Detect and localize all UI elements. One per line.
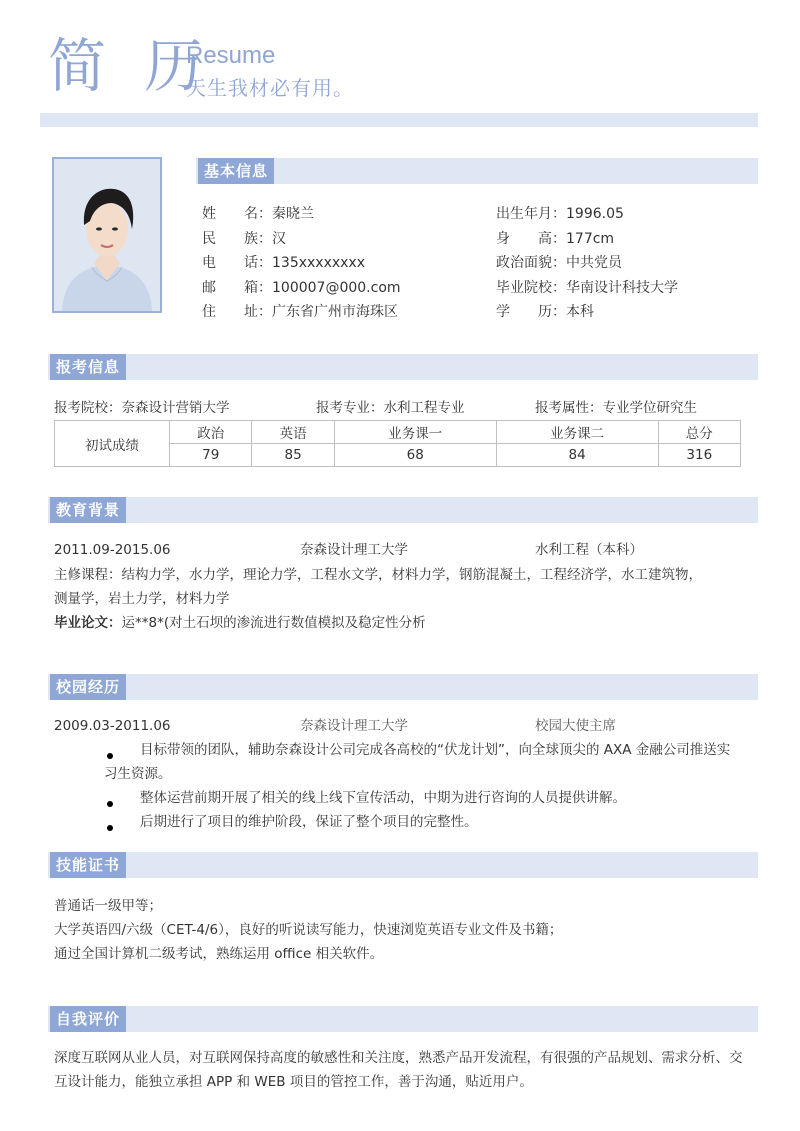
page-motto: 天生我材必有用。 bbox=[186, 76, 354, 100]
edu-courses-cont: 测量学，岩土力学，材料力学 bbox=[54, 591, 230, 607]
section-title-exam: 报考信息 bbox=[50, 354, 126, 380]
section-title-self: 自我评价 bbox=[50, 1006, 126, 1032]
campus-bullet-3: 后期进行了项目的维护阶段，保证了整个项目的完整性。 bbox=[140, 814, 478, 830]
info-height bbox=[496, 227, 678, 252]
table-cell: 79 bbox=[170, 444, 252, 467]
section-title-skills: 技能证书 bbox=[50, 852, 126, 878]
section-band-skills bbox=[48, 852, 758, 878]
info-label: 姓 名： bbox=[202, 206, 272, 222]
header-band bbox=[40, 113, 758, 127]
edu-major: 水利工程（本科） bbox=[535, 542, 643, 558]
info-ethnicity bbox=[202, 227, 401, 252]
table-cell: 316 bbox=[658, 444, 740, 467]
section-band-basic bbox=[196, 158, 758, 184]
bullet-dot-icon bbox=[107, 747, 113, 763]
info-value: 汉 bbox=[272, 230, 286, 247]
info-label: 学 历： bbox=[496, 304, 566, 320]
table-header-cell: 英语 bbox=[252, 421, 334, 444]
thesis-title: 运**8*(对土石坝的渗流进行数值模拟及稳定性分析 bbox=[121, 615, 426, 631]
info-politics bbox=[496, 251, 678, 276]
info-value: 本科 bbox=[566, 304, 594, 320]
info-name bbox=[202, 202, 401, 227]
campus-period: 2009.03-2011.06 bbox=[54, 718, 171, 734]
skill-line-2: 大学英语四/六级（CET-4/6），良好的听说读写能力，快速浏览英语专业文件及书籍； bbox=[54, 922, 563, 938]
edu-courses: 主修课程：结构力学，水力学，理论力学，工程水文学，材料力学，钢筋混凝土，工程经济学，水工建筑物， bbox=[54, 567, 702, 583]
info-degree bbox=[496, 300, 678, 325]
info-value: 135xxxxxxxx bbox=[272, 255, 366, 271]
table-row-label: 初试成绩 bbox=[55, 421, 170, 467]
info-phone bbox=[202, 251, 401, 276]
profile-photo bbox=[52, 157, 162, 313]
edu-thesis bbox=[54, 611, 426, 635]
exam-type: 报考属性：专业学位研究生 bbox=[535, 400, 697, 416]
section-title-campus: 校园经历 bbox=[50, 674, 126, 700]
campus-bullet-1-cont: 习生资源。 bbox=[104, 766, 172, 782]
table-header-cell: 业务课二 bbox=[496, 421, 658, 444]
bullet-dot-icon bbox=[107, 819, 113, 835]
info-label: 电 话： bbox=[202, 255, 272, 271]
campus-school: 奈森设计理工大学 bbox=[300, 718, 408, 734]
thesis-label: 毕业论文： bbox=[54, 615, 122, 631]
info-label: 民 族： bbox=[202, 230, 272, 247]
info-label: 住 址： bbox=[202, 304, 272, 320]
skill-line-3: 通过全国计算机二级考试，熟练运用 office 相关软件。 bbox=[54, 946, 384, 962]
info-label: 毕业院校： bbox=[496, 279, 566, 296]
table-cell: 84 bbox=[496, 444, 658, 467]
basic-info-left bbox=[202, 202, 401, 325]
section-band-education bbox=[48, 497, 758, 523]
section-band-campus bbox=[48, 674, 758, 700]
table-row bbox=[55, 421, 741, 444]
portrait-icon bbox=[54, 159, 160, 311]
info-address bbox=[202, 300, 401, 325]
table-cell: 68 bbox=[334, 444, 496, 467]
score-table bbox=[54, 420, 741, 467]
bullet-dot-icon bbox=[107, 795, 113, 811]
section-title-basic: 基本信息 bbox=[198, 158, 274, 184]
info-value: 100007@000.com bbox=[272, 279, 401, 296]
info-label: 政治面貌： bbox=[496, 255, 566, 271]
exam-school: 报考院校：奈森设计营销大学 bbox=[54, 400, 230, 416]
page-title-cn: 简 历 bbox=[48, 32, 213, 100]
table-header-cell: 业务课一 bbox=[334, 421, 496, 444]
section-band-exam bbox=[48, 354, 758, 380]
section-title-education: 教育背景 bbox=[50, 497, 126, 523]
info-label: 出生年月： bbox=[496, 206, 566, 222]
info-value: 广东省广州市海珠区 bbox=[272, 304, 398, 320]
table-cell: 85 bbox=[252, 444, 334, 467]
edu-period: 2011.09-2015.06 bbox=[54, 542, 171, 558]
info-label: 身 高： bbox=[496, 230, 566, 247]
self-line-1: 深度互联网从业人员，对互联网保持高度的敏感性和关注度，熟悉产品开发流程，有很强的产品规划、需求分析、交 bbox=[54, 1050, 743, 1066]
campus-bullet-2: 整体运营前期开展了相关的线上线下宣传活动，中期为进行咨询的人员提供讲解。 bbox=[140, 790, 626, 806]
page-title-en: Resume bbox=[186, 42, 276, 69]
info-value: 秦晓兰 bbox=[272, 206, 314, 222]
table-header-cell: 政治 bbox=[170, 421, 252, 444]
basic-info-right bbox=[496, 202, 678, 325]
info-value: 中共党员 bbox=[566, 255, 622, 271]
info-school bbox=[496, 276, 678, 301]
info-value: 177cm bbox=[566, 230, 615, 247]
info-value: 1996.05 bbox=[566, 206, 624, 222]
self-line-2: 互设计能力，能独立承担 APP 和 WEB 项目的管控工作，善于沟通，贴近用户。 bbox=[54, 1074, 533, 1090]
exam-major: 报考专业：水利工程专业 bbox=[316, 400, 465, 416]
info-label: 邮 箱： bbox=[202, 279, 272, 296]
edu-school: 奈森设计理工大学 bbox=[300, 542, 408, 558]
section-band-self bbox=[48, 1006, 758, 1032]
campus-bullet-1: 目标带领的团队，辅助奈森设计公司完成各高校的“伏龙计划”，向全球顶尖的 AXA 金融公司推送实 bbox=[140, 742, 731, 758]
table-header-cell: 总分 bbox=[658, 421, 740, 444]
campus-role: 校园大使主席 bbox=[535, 718, 616, 734]
info-value: 华南设计科技大学 bbox=[566, 279, 678, 296]
skill-line-1: 普通话一级甲等； bbox=[54, 898, 162, 914]
info-email bbox=[202, 276, 401, 301]
info-birth bbox=[496, 202, 678, 227]
